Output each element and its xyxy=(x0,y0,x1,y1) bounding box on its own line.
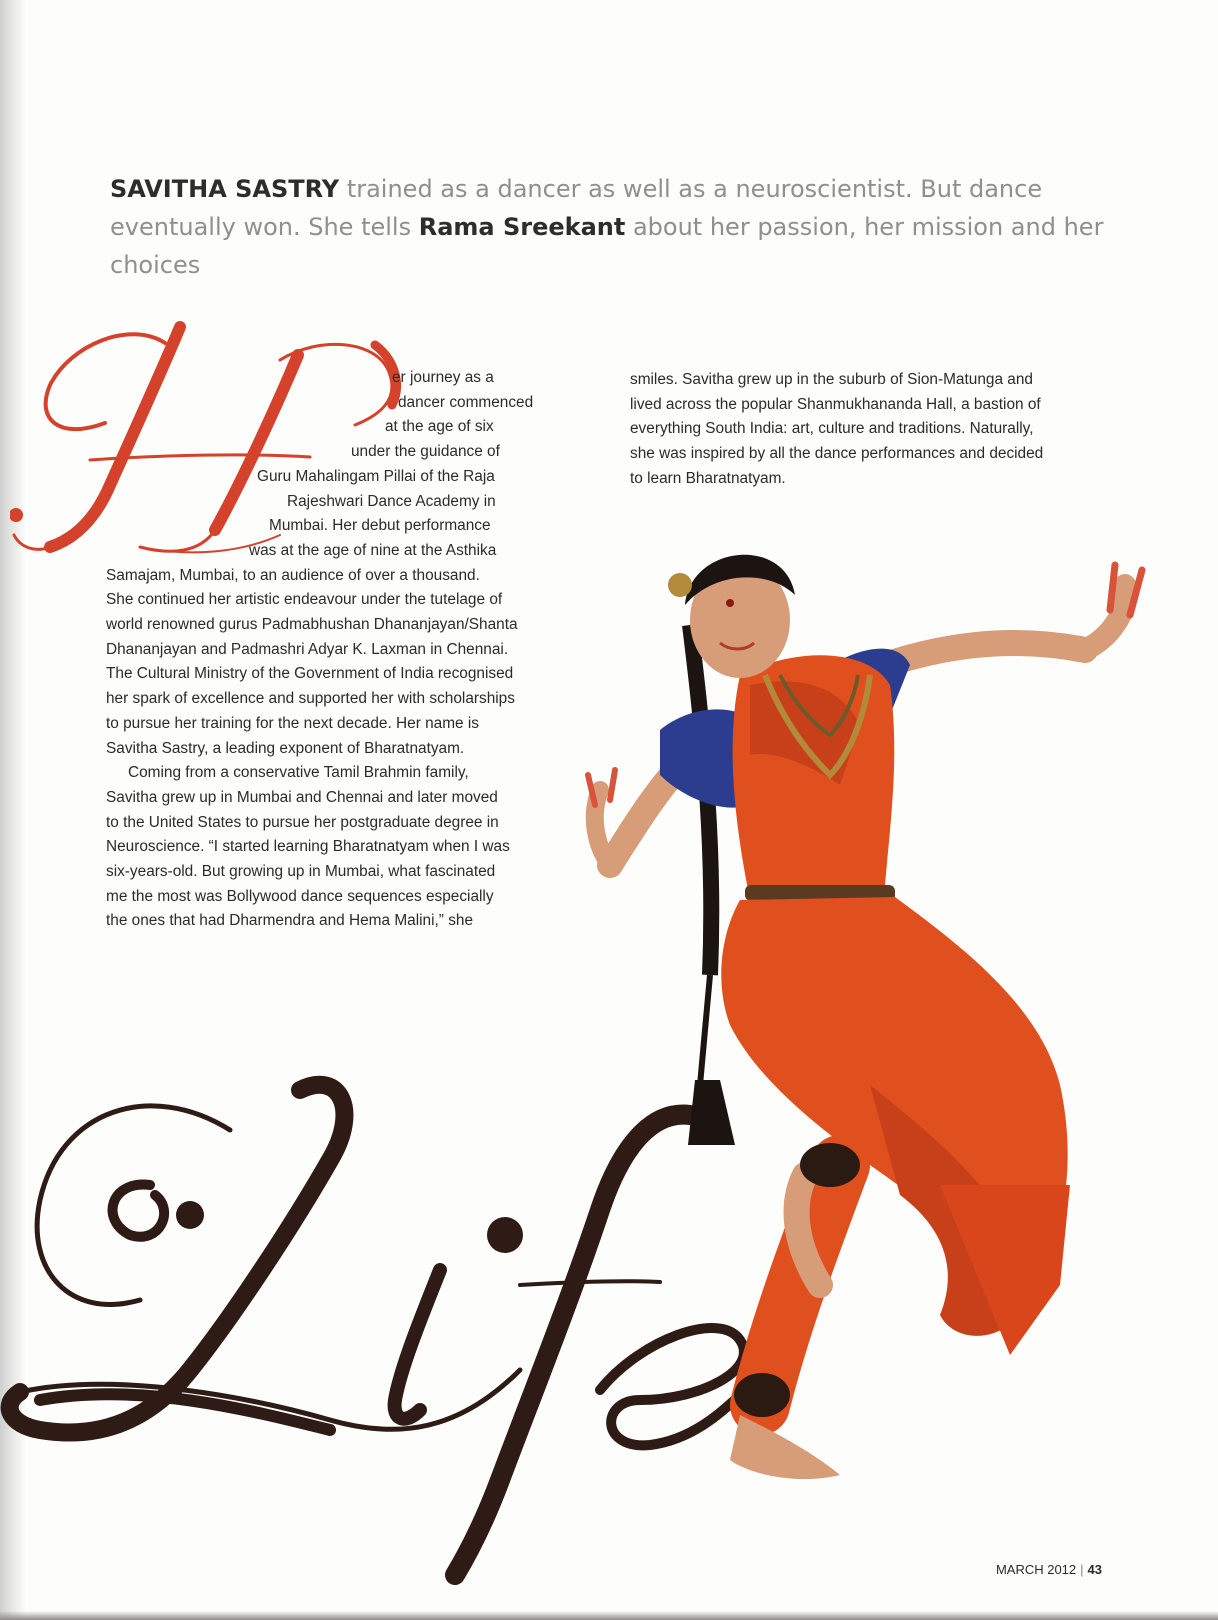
standfirst xyxy=(110,170,1130,284)
subject-name: SAVITHA SASTRY xyxy=(110,175,340,203)
text-line: under the guidance of xyxy=(351,443,500,461)
text-line: Samajam, Mumbai, to an audience of over a thousand. xyxy=(106,566,480,584)
text-line: to pursue her training for the next decade. Her name is xyxy=(106,714,480,732)
body-column-right xyxy=(630,368,1080,492)
standfirst-text-1: trained as a dancer as well as a neuroscientist. But dance eventually won. She tells xyxy=(110,175,1043,241)
text-line: Guru Mahalingam Pillai of the Raja xyxy=(257,467,495,485)
text-line: world renowned gurus Padmabhushan Dhananjayan/Shanta xyxy=(106,616,518,634)
page-bottom-edge xyxy=(0,1611,1218,1620)
text-line: She continued her artistic endeavour under the tutelage of xyxy=(106,591,503,609)
text-line: to the United States to pursue her postgraduate degree in xyxy=(106,813,499,831)
dancer-photo xyxy=(540,525,1180,1505)
text-line: was at the age of nine at the Asthika xyxy=(249,541,497,559)
text-line: The Cultural Ministry of the Government of India recognised xyxy=(106,665,514,683)
text-line: Neuroscience. “I started learning Bharatnatyam when I was xyxy=(106,838,510,856)
text-line: smiles. Savitha grew up in the suburb of Sion-Matunga and xyxy=(630,371,1033,388)
text-line: dancer commenced xyxy=(398,393,534,411)
text-line: her spark of excellence and supported her with scholarships xyxy=(106,690,515,708)
text-line: the ones that had Dharmendra and Hema Malini,” she xyxy=(106,912,474,930)
text-line: lived across the popular Shanmukhananda Hall, a bastion of xyxy=(630,395,1041,413)
text-line: everything South India: art, culture and traditions. Naturally, xyxy=(630,420,1034,438)
text-line: Coming from a conservative Tamil Brahmin family, xyxy=(128,764,469,782)
author-name: Rama Sreekant xyxy=(418,213,626,241)
text-line: er journey as a xyxy=(392,369,494,386)
folio-separator: | xyxy=(1080,1562,1084,1577)
text-line: six-years-old. But growing up in Mumbai, what fascinated xyxy=(106,863,496,881)
text-line: Rajeshwari Dance Academy in xyxy=(287,492,496,510)
text-line: Mumbai. Her debut performance xyxy=(269,517,491,535)
text-line: Savitha grew up in Mumbai and Chennai and later moved xyxy=(106,788,498,806)
text-line: Dhananjayan and Padmashri Adyar K. Laxman in Chennai. xyxy=(106,640,509,658)
text-line: to learn Bharatnatyam. xyxy=(630,469,786,487)
folio-date: MARCH 2012 xyxy=(995,1562,1077,1577)
page-number: 43 xyxy=(1087,1562,1102,1577)
text-line: me the most was Bollywood dance sequences especially xyxy=(106,887,494,905)
text-line: at the age of six xyxy=(385,418,494,436)
text-line: she was inspired by all the dance performances and decided xyxy=(630,445,1044,463)
standfirst-text-2: about her passion, her mission and her choices xyxy=(110,213,1104,279)
body-column-left xyxy=(106,366,546,934)
page-folio xyxy=(996,1562,1102,1577)
text-line: Savitha Sastry, a leading exponent of Bharatnatyam. xyxy=(106,739,465,757)
